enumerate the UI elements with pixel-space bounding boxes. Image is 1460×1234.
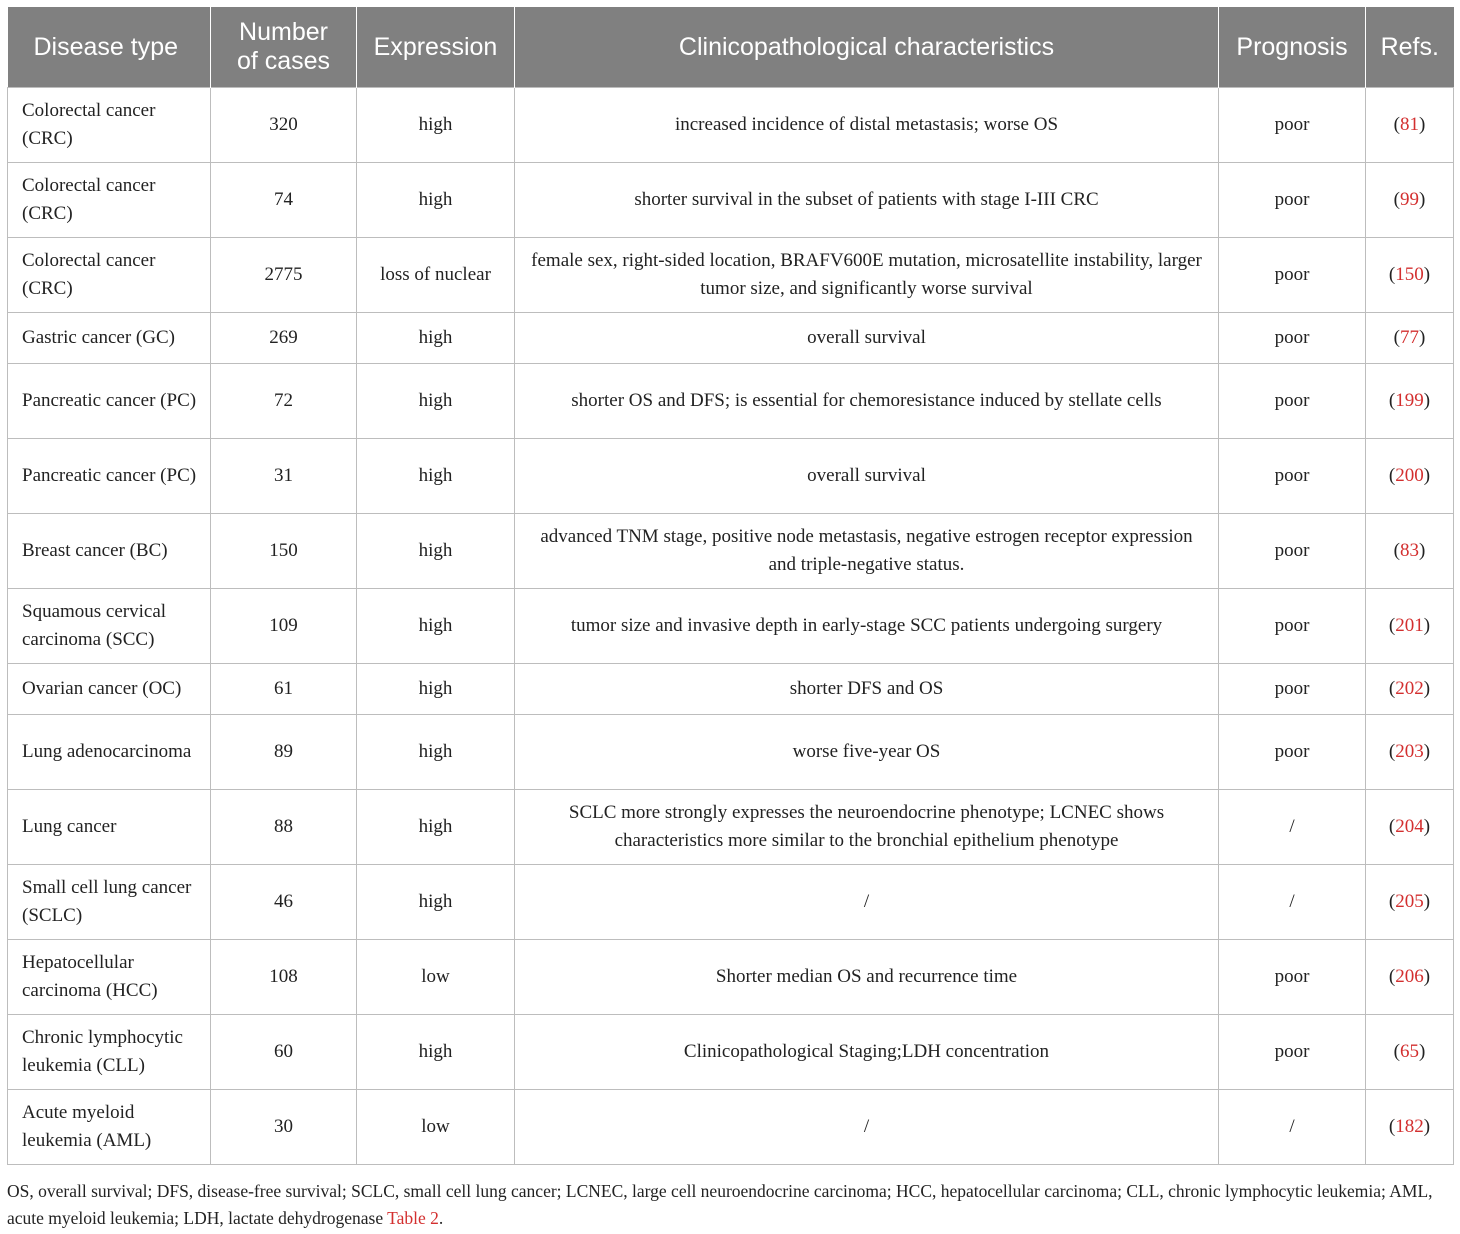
disease-cell: Gastric cancer (GC) bbox=[8, 313, 211, 364]
expression-cell: high bbox=[357, 313, 515, 364]
cases-cell: 269 bbox=[211, 313, 357, 364]
ref-link[interactable]: 202 bbox=[1395, 678, 1424, 699]
table-row bbox=[8, 439, 1454, 514]
ref-close-paren: ) bbox=[1423, 741, 1431, 762]
disease-cell: Ovarian cancer (OC) bbox=[8, 664, 211, 715]
ref-cell bbox=[1366, 313, 1454, 364]
ref-cell bbox=[1366, 514, 1454, 589]
ref-cell bbox=[1366, 163, 1454, 238]
ref-link[interactable]: 201 bbox=[1395, 615, 1424, 636]
prognosis-cell: / bbox=[1219, 865, 1366, 940]
disease-cell: Squamous cervical carcinoma (SCC) bbox=[8, 589, 211, 664]
expression-cell: high bbox=[357, 514, 515, 589]
prognosis-cell: poor bbox=[1219, 238, 1366, 313]
ref-open-paren: ( bbox=[1388, 390, 1396, 411]
ref-open-paren: ( bbox=[1393, 189, 1400, 210]
table-row bbox=[8, 1015, 1454, 1090]
ref-link[interactable]: 206 bbox=[1395, 966, 1424, 987]
ref-cell bbox=[1366, 1090, 1454, 1165]
expression-cell: high bbox=[357, 865, 515, 940]
ref-link[interactable]: 205 bbox=[1395, 891, 1424, 912]
ref-cell bbox=[1366, 364, 1454, 439]
characteristics-cell: Clinicopathological Staging;LDH concentration bbox=[515, 1015, 1219, 1090]
characteristics-cell: female sex, right-sided location, BRAFV600E mutation, microsatellite instability, larger tumor size, and significantly worse survival bbox=[515, 238, 1219, 313]
ref-link[interactable]: 77 bbox=[1400, 327, 1419, 348]
disease-cell: Pancreatic cancer (PC) bbox=[8, 439, 211, 514]
characteristics-cell: tumor size and invasive depth in early-stage SCC patients undergoing surgery bbox=[515, 589, 1219, 664]
header-disease-type: Disease type bbox=[8, 7, 211, 88]
ref-close-paren: ) bbox=[1423, 891, 1431, 912]
ref-open-paren: ( bbox=[1388, 966, 1396, 987]
expression-cell: loss of nuclear bbox=[357, 238, 515, 313]
ref-close-paren: ) bbox=[1423, 615, 1431, 636]
prognosis-cell: poor bbox=[1219, 715, 1366, 790]
characteristics-cell: worse five-year OS bbox=[515, 715, 1219, 790]
table-body bbox=[8, 88, 1454, 1165]
cases-cell: 31 bbox=[211, 439, 357, 514]
characteristics-cell: / bbox=[515, 1090, 1219, 1165]
disease-cell: Colorectal cancer (CRC) bbox=[8, 163, 211, 238]
table-row bbox=[8, 790, 1454, 865]
cases-cell: 2775 bbox=[211, 238, 357, 313]
ref-cell bbox=[1366, 1015, 1454, 1090]
ref-link[interactable]: 99 bbox=[1400, 189, 1419, 210]
ref-link[interactable]: 83 bbox=[1400, 540, 1419, 561]
expression-cell: high bbox=[357, 589, 515, 664]
ref-link[interactable]: 182 bbox=[1395, 1116, 1424, 1137]
expression-cell: low bbox=[357, 940, 515, 1015]
header-cases-line1: Number bbox=[239, 18, 328, 46]
clinicopathological-table bbox=[7, 7, 1454, 1165]
characteristics-cell: shorter survival in the subset of patients with stage I-III CRC bbox=[515, 163, 1219, 238]
expression-cell: high bbox=[357, 364, 515, 439]
cases-cell: 108 bbox=[211, 940, 357, 1015]
characteristics-cell: advanced TNM stage, positive node metastasis, negative estrogen receptor expression and triple-negative status. bbox=[515, 514, 1219, 589]
table-row bbox=[8, 514, 1454, 589]
ref-close-paren: ) bbox=[1419, 327, 1426, 348]
table-row bbox=[8, 940, 1454, 1015]
expression-cell: low bbox=[357, 1090, 515, 1165]
ref-close-paren: ) bbox=[1419, 540, 1426, 561]
ref-link[interactable]: 65 bbox=[1400, 1041, 1419, 1062]
disease-cell: Lung adenocarcinoma bbox=[8, 715, 211, 790]
table-2-link[interactable]: Table 2 bbox=[387, 1208, 439, 1228]
ref-cell bbox=[1366, 940, 1454, 1015]
ref-close-paren: ) bbox=[1423, 390, 1431, 411]
prognosis-cell: poor bbox=[1219, 514, 1366, 589]
cases-cell: 61 bbox=[211, 664, 357, 715]
ref-close-paren: ) bbox=[1423, 816, 1431, 837]
expression-cell: high bbox=[357, 790, 515, 865]
cases-cell: 320 bbox=[211, 88, 357, 163]
ref-cell bbox=[1366, 664, 1454, 715]
prognosis-cell: poor bbox=[1219, 589, 1366, 664]
footnote-end: . bbox=[438, 1208, 444, 1228]
characteristics-cell: / bbox=[515, 865, 1219, 940]
cases-cell: 72 bbox=[211, 364, 357, 439]
ref-cell bbox=[1366, 238, 1454, 313]
cases-cell: 88 bbox=[211, 790, 357, 865]
cases-cell: 89 bbox=[211, 715, 357, 790]
ref-cell bbox=[1366, 865, 1454, 940]
cases-cell: 74 bbox=[211, 163, 357, 238]
ref-close-paren: ) bbox=[1423, 966, 1431, 987]
disease-cell: Pancreatic cancer (PC) bbox=[8, 364, 211, 439]
table-footnote bbox=[7, 1178, 1455, 1232]
ref-cell bbox=[1366, 88, 1454, 163]
expression-cell: high bbox=[357, 664, 515, 715]
header-characteristics: Clinicopathological characteristics bbox=[515, 7, 1219, 88]
ref-close-paren: ) bbox=[1423, 678, 1431, 699]
expression-cell: high bbox=[357, 1015, 515, 1090]
ref-link[interactable]: 81 bbox=[1400, 114, 1419, 135]
ref-link[interactable]: 150 bbox=[1395, 264, 1424, 285]
table-header bbox=[8, 7, 1454, 88]
disease-cell: Colorectal cancer (CRC) bbox=[8, 238, 211, 313]
prognosis-cell: poor bbox=[1219, 364, 1366, 439]
disease-cell: Colorectal cancer (CRC) bbox=[8, 88, 211, 163]
ref-open-paren: ( bbox=[1393, 327, 1400, 348]
ref-open-paren: ( bbox=[1388, 264, 1396, 285]
ref-close-paren: ) bbox=[1419, 1041, 1426, 1062]
expression-cell: high bbox=[357, 163, 515, 238]
cases-cell: 60 bbox=[211, 1015, 357, 1090]
header-cases-line2: of cases bbox=[236, 47, 331, 75]
characteristics-cell: overall survival bbox=[515, 439, 1219, 514]
table-row bbox=[8, 313, 1454, 364]
ref-link[interactable]: 203 bbox=[1395, 741, 1424, 762]
table-row bbox=[8, 163, 1454, 238]
ref-open-paren: ( bbox=[1393, 540, 1400, 561]
disease-cell: Breast cancer (BC) bbox=[8, 514, 211, 589]
ref-link[interactable]: 204 bbox=[1395, 816, 1424, 837]
ref-open-paren: ( bbox=[1393, 1041, 1400, 1062]
prognosis-cell: poor bbox=[1219, 439, 1366, 514]
header-expression: Expression bbox=[357, 7, 515, 88]
header-number-of-cases bbox=[211, 7, 357, 88]
ref-open-paren: ( bbox=[1388, 678, 1396, 699]
prognosis-cell: / bbox=[1219, 1090, 1366, 1165]
expression-cell: high bbox=[357, 439, 515, 514]
data-table-container bbox=[7, 7, 1453, 1165]
header-prognosis: Prognosis bbox=[1219, 7, 1366, 88]
disease-cell: Acute myeloid leukemia (AML) bbox=[8, 1090, 211, 1165]
ref-open-paren: ( bbox=[1388, 741, 1396, 762]
ref-close-paren: ) bbox=[1423, 1116, 1431, 1137]
ref-close-paren: ) bbox=[1419, 114, 1426, 135]
characteristics-cell: overall survival bbox=[515, 313, 1219, 364]
cases-cell: 109 bbox=[211, 589, 357, 664]
prognosis-cell: poor bbox=[1219, 1015, 1366, 1090]
ref-cell bbox=[1366, 715, 1454, 790]
table-row bbox=[8, 589, 1454, 664]
disease-cell: Hepatocellular carcinoma (HCC) bbox=[8, 940, 211, 1015]
ref-close-paren: ) bbox=[1419, 189, 1426, 210]
table-row bbox=[8, 364, 1454, 439]
ref-open-paren: ( bbox=[1388, 891, 1396, 912]
expression-cell: high bbox=[357, 88, 515, 163]
ref-open-paren: ( bbox=[1388, 615, 1396, 636]
characteristics-cell: Shorter median OS and recurrence time bbox=[515, 940, 1219, 1015]
header-row bbox=[8, 7, 1454, 88]
ref-cell bbox=[1366, 790, 1454, 865]
prognosis-cell: poor bbox=[1219, 163, 1366, 238]
characteristics-cell: shorter DFS and OS bbox=[515, 664, 1219, 715]
ref-cell bbox=[1366, 439, 1454, 514]
ref-open-paren: ( bbox=[1388, 816, 1396, 837]
prognosis-cell: / bbox=[1219, 790, 1366, 865]
ref-link[interactable]: 200 bbox=[1395, 465, 1424, 486]
prognosis-cell: poor bbox=[1219, 664, 1366, 715]
characteristics-cell: SCLC more strongly expresses the neuroendocrine phenotype; LCNEC shows characteristics more similar to the bronchial epithelium phenotype bbox=[515, 790, 1219, 865]
table-row bbox=[8, 715, 1454, 790]
table-row bbox=[8, 865, 1454, 940]
ref-open-paren: ( bbox=[1388, 465, 1396, 486]
table-row bbox=[8, 88, 1454, 163]
table-row bbox=[8, 238, 1454, 313]
prognosis-cell: poor bbox=[1219, 940, 1366, 1015]
ref-open-paren: ( bbox=[1393, 114, 1400, 135]
table-row bbox=[8, 1090, 1454, 1165]
characteristics-cell: increased incidence of distal metastasis; worse OS bbox=[515, 88, 1219, 163]
prognosis-cell: poor bbox=[1219, 313, 1366, 364]
disease-cell: Chronic lymphocytic leukemia (CLL) bbox=[8, 1015, 211, 1090]
ref-close-paren: ) bbox=[1423, 465, 1431, 486]
expression-cell: high bbox=[357, 715, 515, 790]
cases-cell: 46 bbox=[211, 865, 357, 940]
cases-cell: 30 bbox=[211, 1090, 357, 1165]
header-refs: Refs. bbox=[1366, 7, 1454, 88]
ref-link[interactable]: 199 bbox=[1395, 390, 1424, 411]
ref-cell bbox=[1366, 589, 1454, 664]
table-row bbox=[8, 664, 1454, 715]
footnote-text: OS, overall survival; DFS, disease-free survival; SCLC, small cell lung cancer; LCNEC, large cell neuroendocrine carcinoma; HCC, hepatocellular carcinoma; CLL, chronic lymphocytic leukemia; AML, acute myeloid leukemia; LDH, lactate dehydrogenase bbox=[7, 1181, 1433, 1228]
disease-cell: Small cell lung cancer (SCLC) bbox=[8, 865, 211, 940]
ref-open-paren: ( bbox=[1388, 1116, 1396, 1137]
ref-close-paren: ) bbox=[1423, 264, 1431, 285]
disease-cell: Lung cancer bbox=[8, 790, 211, 865]
cases-cell: 150 bbox=[211, 514, 357, 589]
characteristics-cell: shorter OS and DFS; is essential for chemoresistance induced by stellate cells bbox=[515, 364, 1219, 439]
prognosis-cell: poor bbox=[1219, 88, 1366, 163]
